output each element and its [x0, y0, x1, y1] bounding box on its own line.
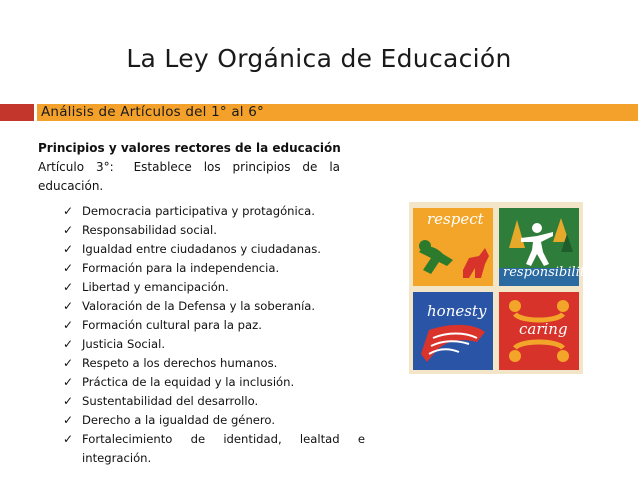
list-item: [63, 240, 365, 259]
check-icon: ✓: [63, 242, 74, 256]
list-item-text: Práctica de la equidad y la inclusión.: [82, 375, 295, 389]
list-item-text: Derecho a la igualdad de género.: [82, 413, 276, 427]
list-item: [63, 411, 365, 430]
check-icon: ✓: [63, 204, 74, 218]
subtitle-bar: [0, 104, 638, 121]
check-icon: ✓: [63, 432, 74, 446]
list-item: [63, 297, 365, 316]
tile-label: honesty: [427, 302, 487, 320]
check-icon: ✓: [63, 280, 74, 294]
article-paragraph: [38, 158, 340, 196]
check-icon: ✓: [63, 261, 74, 275]
tile-label: responsibility: [503, 265, 593, 280]
list-item: [63, 202, 365, 221]
check-icon: ✓: [63, 318, 74, 332]
caring-tile: [499, 292, 579, 370]
list-item-text: Sustentabilidad del desarrollo.: [82, 394, 259, 408]
values-illustration: [409, 202, 593, 374]
list-item-text: Formación para la independencia.: [82, 261, 280, 275]
subtitle-accent-red: [0, 104, 34, 121]
list-item-text: Libertad y emancipación.: [82, 280, 229, 294]
list-item: [63, 392, 365, 411]
check-icon: ✓: [63, 394, 74, 408]
list-item-text: Igualdad entre ciudadanos y ciudadanas.: [82, 242, 321, 256]
list-item: [63, 259, 365, 278]
list-item: [63, 430, 365, 468]
responsibility-tile: [499, 208, 593, 286]
list-item: [63, 335, 365, 354]
list-item-text: Justicia Social.: [82, 337, 166, 351]
list-item-text: Democracia participativa y protagónica.: [82, 204, 315, 218]
honesty-tile: [413, 292, 493, 370]
slide-title: La Ley Orgánica de Educación: [126, 44, 512, 73]
list-item-text-line1: Fortalecimiento de identidad, lealtad e: [82, 432, 365, 446]
subtitle-text: Análisis de Artículos del 1° al 6°: [41, 104, 264, 120]
check-icon: ✓: [63, 356, 74, 370]
article-label: Artículo 3°:: [38, 160, 114, 174]
check-icon: ✓: [63, 299, 74, 313]
section-heading: Principios y valores rectores de la educación: [38, 141, 341, 155]
list-item-text: Valoración de la Defensa y la soberanía.: [82, 299, 316, 313]
check-icon: ✓: [63, 337, 74, 351]
check-icon: ✓: [63, 413, 74, 427]
list-item: [63, 221, 365, 240]
tile-label: caring: [519, 320, 568, 338]
list-item: [63, 354, 365, 373]
list-item: [63, 316, 365, 335]
check-icon: ✓: [63, 375, 74, 389]
check-icon: ✓: [63, 223, 74, 237]
list-item: [63, 373, 365, 392]
list-item-text: Formación cultural para la paz.: [82, 318, 262, 332]
list-item-text-line2: integración.: [82, 451, 152, 465]
principles-list: [63, 202, 365, 468]
list-item-text: Responsabilidad social.: [82, 223, 217, 237]
article-text: Establece los principios de la educación.: [38, 160, 340, 193]
list-item: [63, 278, 365, 297]
respect-tile: [413, 208, 493, 286]
tile-label: respect: [427, 210, 484, 228]
list-item-text: Respeto a los derechos humanos.: [82, 356, 278, 370]
